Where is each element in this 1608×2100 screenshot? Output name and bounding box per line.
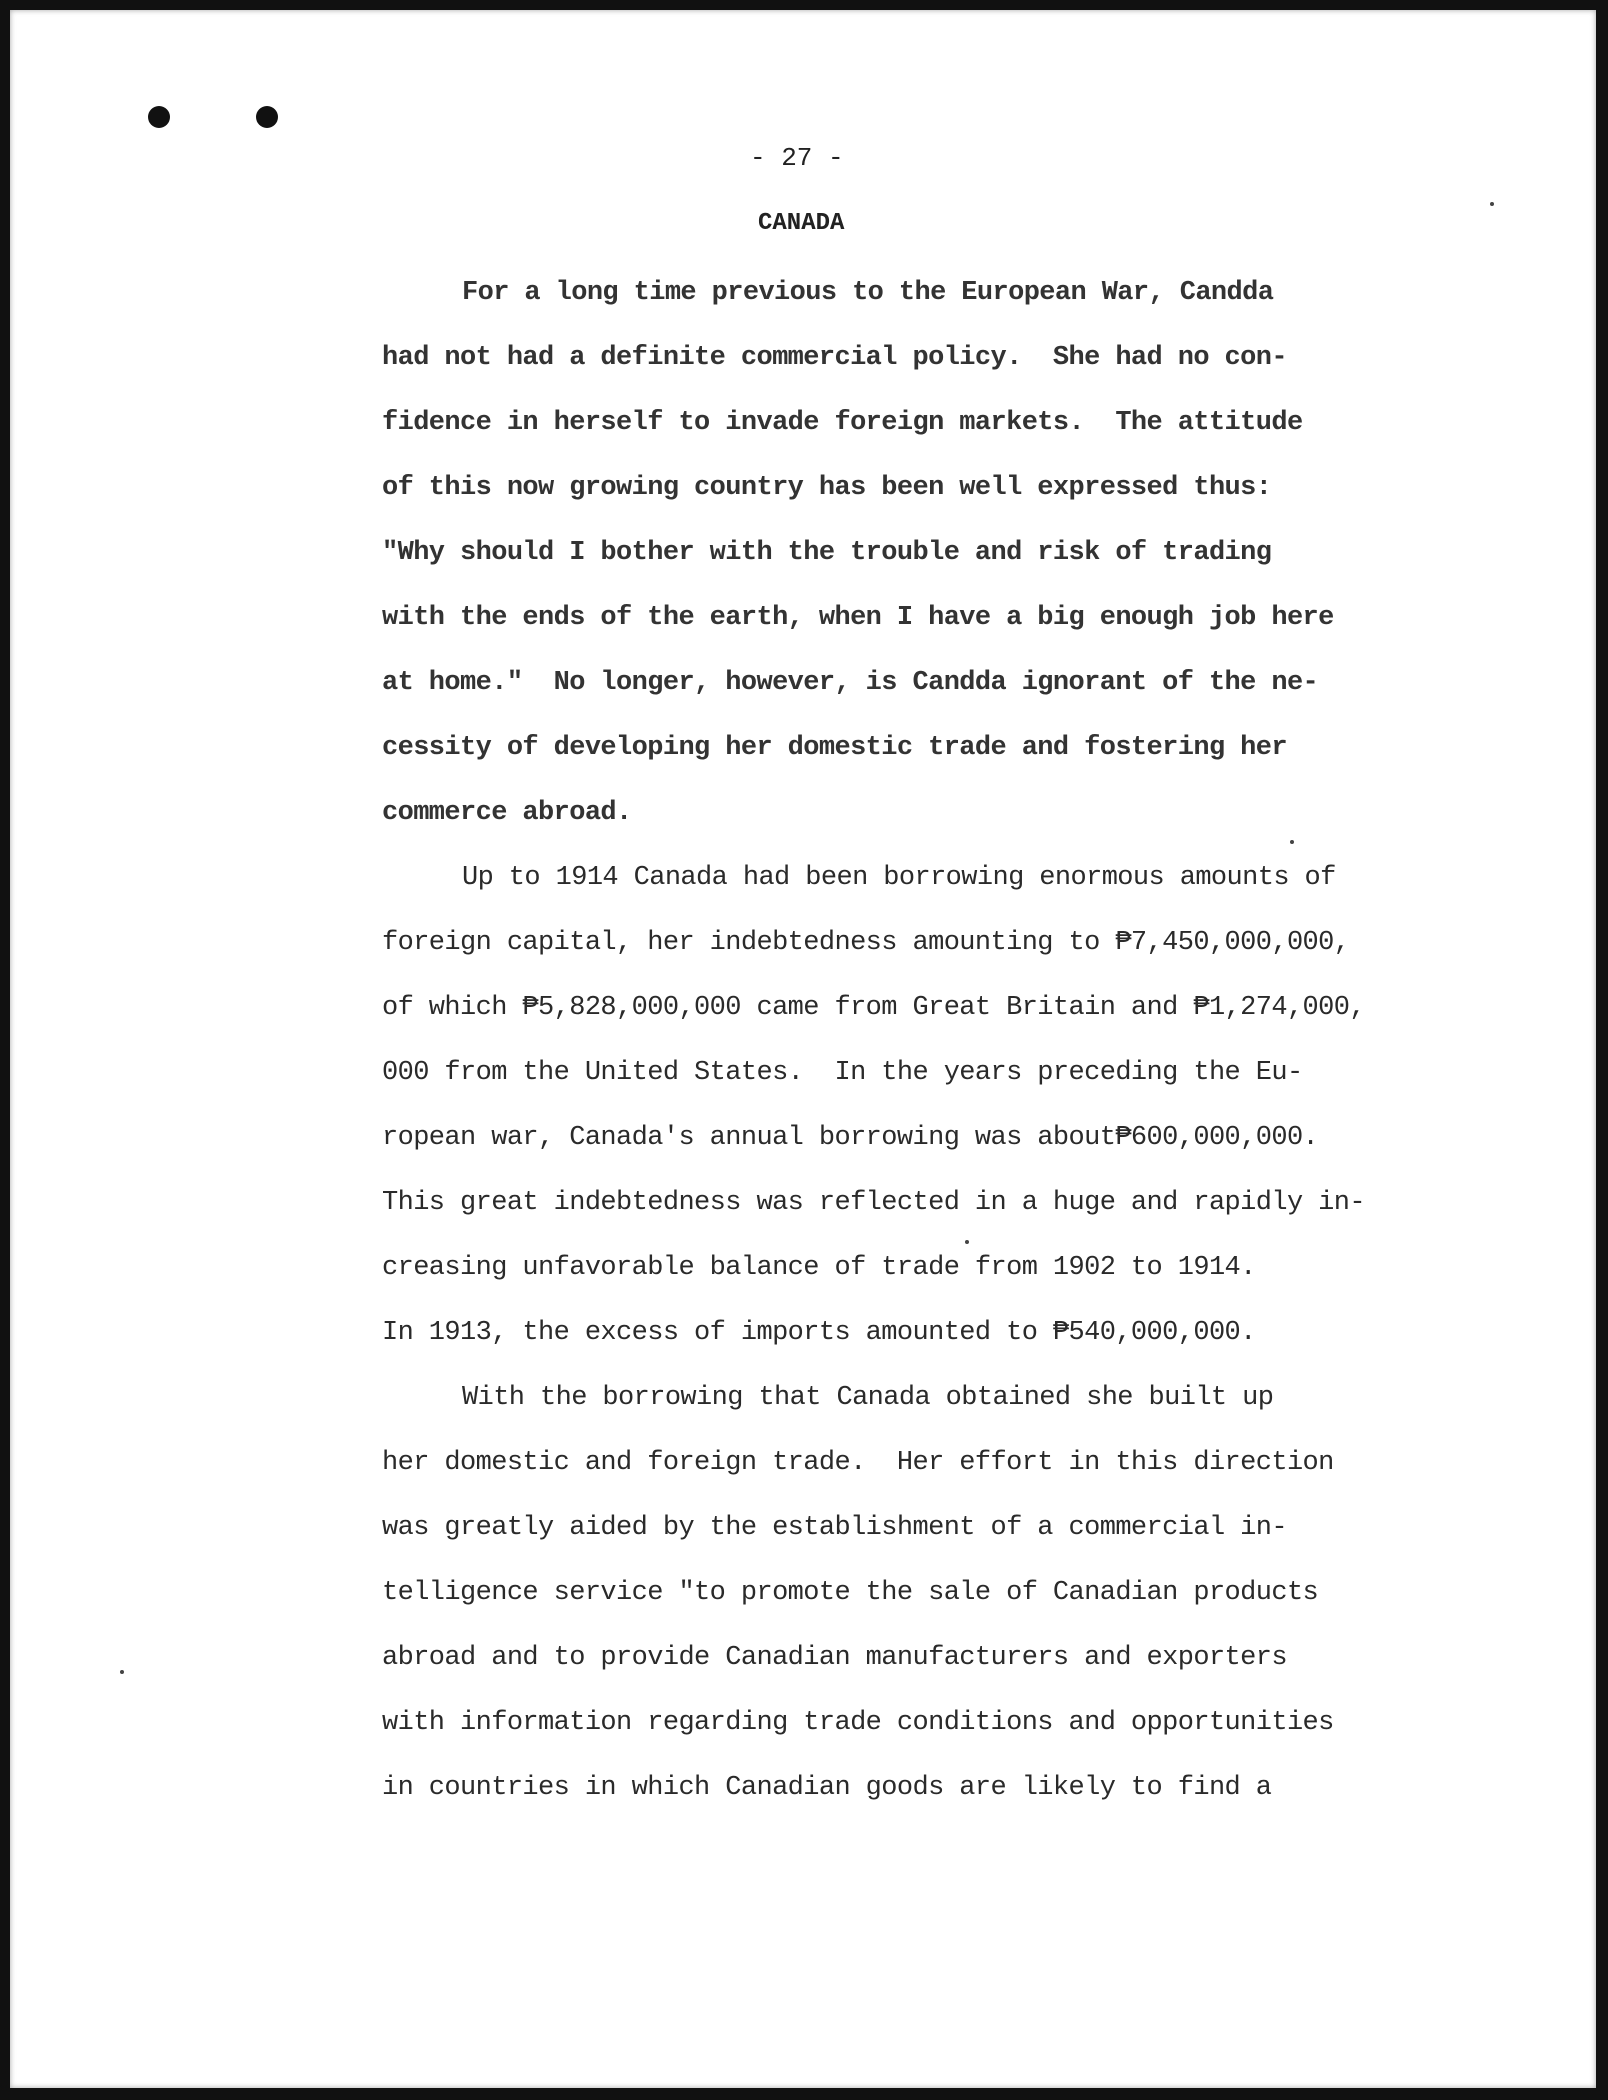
page-number: - 27 - [750,143,844,173]
scan-speck [1290,840,1294,844]
text-line: This great indebtedness was reflected in a huge and rapidly in- [382,1188,1365,1218]
text-line: With the borrowing that Canada obtained she built up [462,1383,1274,1413]
text-line: her domestic and foreign trade. Her effort in this direction [382,1448,1334,1478]
text-line: abroad and to provide Canadian manufacturers and exporters [382,1643,1287,1673]
text-line: "Why should I bother with the trouble and risk of trading [382,538,1272,568]
scan-speck [120,1670,124,1674]
text-line: foreign capital, her indebtedness amounting to ₱7,450,000,000, [382,928,1350,958]
text-line: with the ends of the earth, when I have a big enough job here [382,603,1334,633]
text-line: Up to 1914 Canada had been borrowing enormous amounts of [462,863,1336,893]
text-line: For a long time previous to the European War, Candda [462,278,1274,308]
punch-hole-right [256,106,278,128]
punch-hole-left [148,106,170,128]
text-line: at home." No longer, however, is Candda ignorant of the ne- [382,668,1319,698]
text-line: with information regarding trade conditions and opportunities [382,1708,1334,1738]
text-line: cessity of developing her domestic trade and fostering her [382,733,1287,763]
scan-speck [965,1240,969,1244]
text-line: telligence service "to promote the sale of Canadian products [382,1578,1319,1608]
text-line: 000 from the United States. In the years preceding the Eu- [382,1058,1303,1088]
text-line: had not had a definite commercial policy. She had no con- [382,343,1287,373]
text-line: In 1913, the excess of imports amounted to ₱540,000,000. [382,1318,1256,1348]
page-title: CANADA [758,210,845,237]
text-line: was greatly aided by the establishment of a commercial in- [382,1513,1287,1543]
text-line: of which ₱5,828,000,000 came from Great Britain and ₱1,274,000, [382,993,1365,1023]
document-page [10,10,1596,2088]
text-line: commerce abroad. [382,798,632,828]
text-line: in countries in which Canadian goods are likely to find a [382,1773,1272,1803]
text-line: ropean war, Canada's annual borrowing was about₱600,000,000. [382,1123,1319,1153]
scan-speck [1490,202,1494,206]
text-line: creasing unfavorable balance of trade from 1902 to 1914. [382,1253,1256,1283]
text-line: of this now growing country has been well expressed thus: [382,473,1272,503]
text-line: fidence in herself to invade foreign markets. The attitude [382,408,1303,438]
